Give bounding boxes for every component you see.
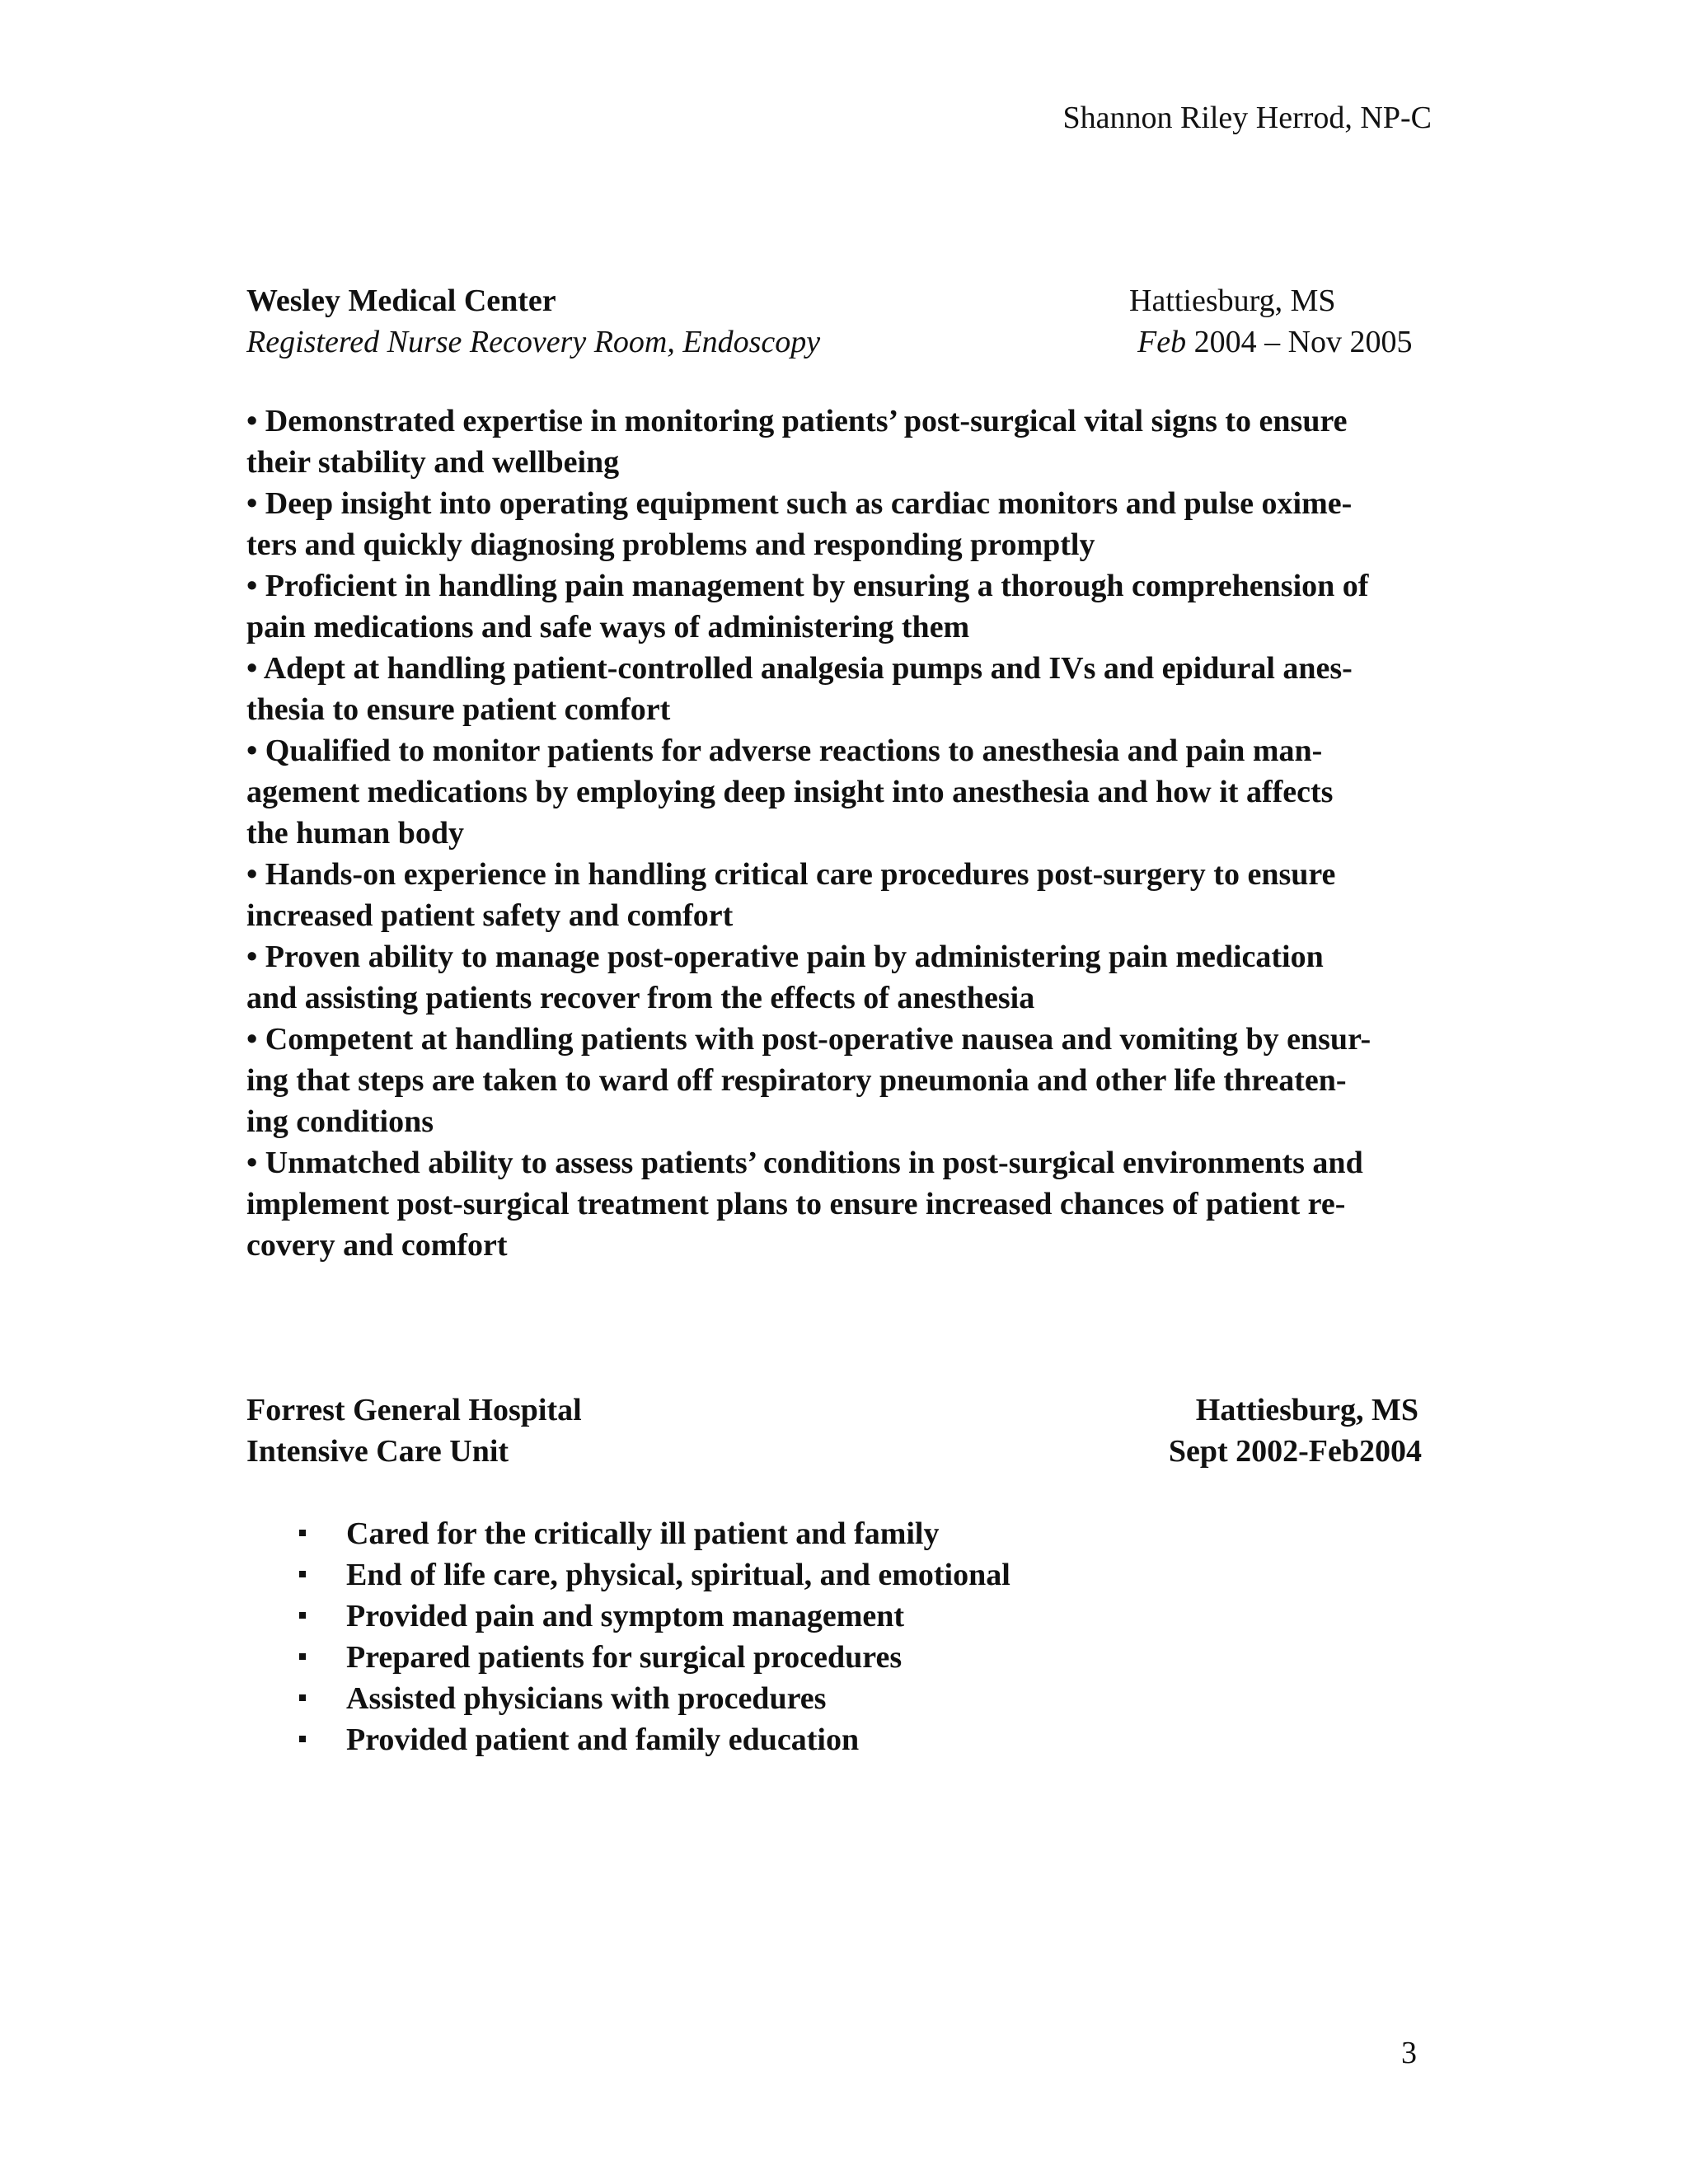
bullet-line: increased patient safety and comfort — [246, 898, 734, 933]
bullet-line: • Adept at handling patient-controlled analgesia pumps and IVs and epidural anes- — [246, 651, 1353, 686]
square-bullet-icon — [299, 1612, 306, 1619]
bullet-line: • Hands-on experience in handling critical care procedures post-surgery to ensure — [246, 857, 1336, 892]
job-dates — [1137, 321, 1413, 363]
bullet-line: implement post-surgical treatment plans to ensure increased chances of patient re- — [246, 1187, 1346, 1221]
bullet-line: • Proficient in handling pain management by ensuring a thorough comprehension of — [246, 569, 1369, 603]
job-dates: Sept 2002-Feb2004 — [1168, 1434, 1422, 1469]
job-location: Hattiesburg, MS — [1195, 1393, 1418, 1427]
bullet-line: • Deep insight into operating equipment such as cardiac monitors and pulse oxime- — [246, 486, 1353, 521]
bullet-line: their stability and wellbeing — [246, 445, 620, 480]
bullet-line: the human body — [246, 816, 464, 851]
bullet-line: and assisting patients recover from the effects of anesthesia — [246, 981, 1035, 1015]
bullet-line: • Competent at handling patients with post-operative nausea and vomiting by ensur- — [246, 1022, 1372, 1057]
job-forrest-general-hospital — [246, 1390, 1433, 1472]
square-bullet-icon — [299, 1736, 306, 1742]
job-dates-range: 2004 – Nov 2005 — [1186, 325, 1413, 359]
job-duties-list — [294, 1513, 1283, 1760]
square-bullet-icon — [299, 1653, 306, 1660]
list-item — [294, 1513, 1283, 1554]
square-bullet-icon — [299, 1571, 306, 1577]
bullet-line: • Qualified to monitor patients for adverse reactions to anesthesia and pain man- — [246, 733, 1323, 768]
list-item — [294, 1554, 1283, 1596]
list-item — [294, 1678, 1283, 1719]
page-number: 3 — [1401, 2036, 1417, 2070]
bullet-line: ing conditions — [246, 1104, 434, 1139]
list-item-text: Assisted physicians with procedures — [346, 1681, 827, 1716]
job-responsibilities — [246, 401, 1433, 1266]
list-item-text: End of life care, physical, spiritual, and emotional — [346, 1558, 1010, 1592]
list-item — [294, 1637, 1283, 1678]
employer-name: Wesley Medical Center — [246, 284, 556, 318]
bullet-line: ters and quickly diagnosing problems and responding promptly — [246, 527, 1095, 562]
list-item — [294, 1596, 1283, 1637]
square-bullet-icon — [299, 1694, 306, 1701]
job-title: Intensive Care Unit — [246, 1434, 509, 1469]
bullet-line: pain medications and safe ways of administering them — [246, 610, 970, 644]
square-bullet-icon — [299, 1530, 306, 1536]
bullet-line: • Unmatched ability to assess patients’ conditions in post-surgical environments and — [246, 1146, 1363, 1180]
job-wesley-medical-center — [246, 280, 1433, 363]
list-item-text: Provided patient and family education — [346, 1722, 860, 1757]
job-dates-start-month: Feb — [1137, 325, 1187, 359]
bullet-line: covery and comfort — [246, 1228, 508, 1263]
list-item — [294, 1719, 1283, 1760]
bullet-line: ing that steps are taken to ward off respiratory pneumonia and other life threaten- — [246, 1063, 1347, 1098]
bullet-line: • Proven ability to manage post-operative pain by administering pain medication — [246, 940, 1324, 974]
job-title: Registered Nurse Recovery Room, Endoscopy — [246, 325, 821, 359]
list-item-text: Provided pain and symptom management — [346, 1599, 905, 1633]
employer-name: Forrest General Hospital — [246, 1393, 582, 1427]
job-location: Hattiesburg, MS — [1129, 284, 1336, 318]
header-name: Shannon Riley Herrod, NP-C — [1062, 101, 1432, 135]
list-item-text: Cared for the critically ill patient and family — [346, 1516, 940, 1551]
bullet-line: agement medications by employing deep insight into anesthesia and how it affects — [246, 775, 1334, 809]
list-item-text: Prepared patients for surgical procedures — [346, 1640, 903, 1675]
bullet-line: thesia to ensure patient comfort — [246, 692, 671, 727]
bullet-line: • Demonstrated expertise in monitoring patients’ post-surgical vital signs to ensure — [246, 404, 1348, 438]
